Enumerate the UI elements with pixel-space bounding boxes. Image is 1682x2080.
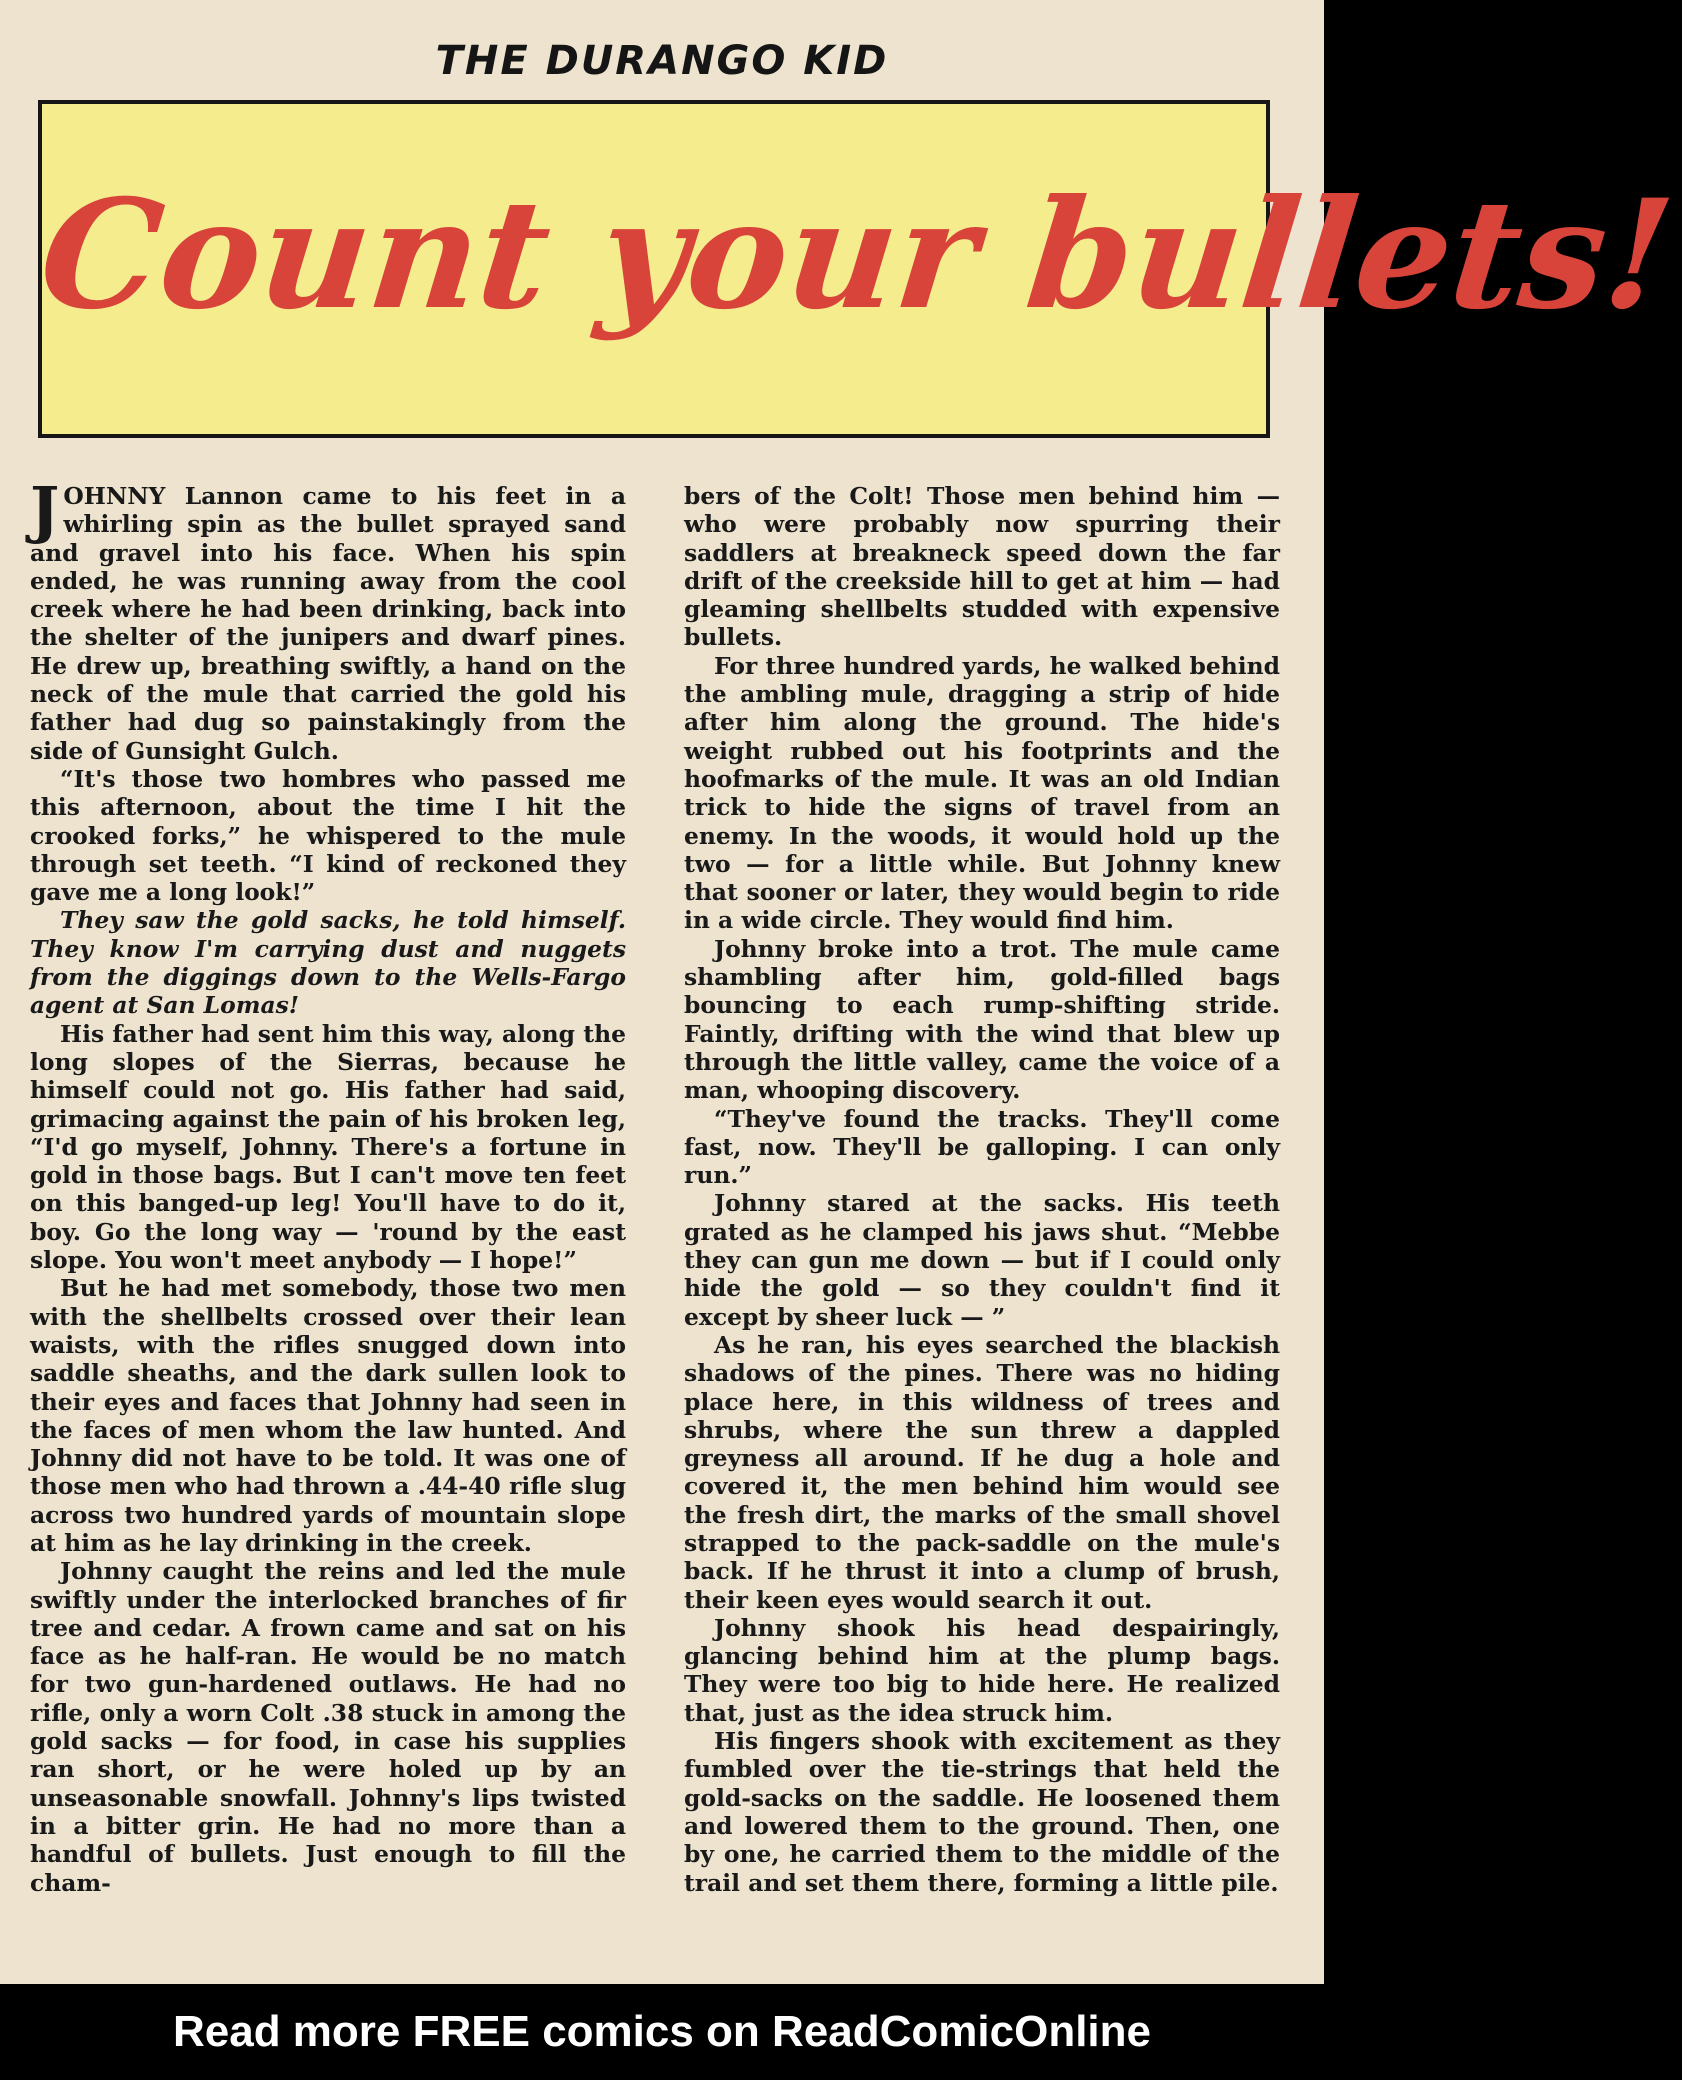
paragraph: Johnny shook his head despairingly, glancing behind him at the plump bags. They were too big to hide here. He realized that, just as the idea struck him.	[684, 1613, 1280, 1727]
paragraph: bers of the Colt! Those men behind him — who were probably now spurring their saddlers at breakneck speed down the far drift of the creekside hill to get at him — had gleaming shellbelts studded with expensive bullets.	[684, 482, 1280, 652]
title-panel	[32, 100, 1681, 438]
story-title: Count your bullets!	[32, 167, 1681, 343]
paragraph: Johnny broke into a trot. The mule came shambling after him, gold-filled bags bouncing to each rump-shifting stride. Faintly, drifting with the wind that blew up through the little valley, came the voice of a man, whooping discovery.	[684, 934, 1280, 1105]
text-column-right	[684, 482, 1280, 1897]
drop-cap: J	[30, 473, 60, 546]
paragraph: They saw the gold sacks, he told himself. They know I'm carrying dust and nuggets from the diggings down to the Wells-Fargo agent at San Lomas!	[30, 906, 626, 1020]
text-column-left	[30, 473, 626, 1897]
paragraph: As he ran, his eyes searched the blackish shadows of the pines. There was no hiding place here, in this wildness of trees and shrubs, where the sun threw a dappled greyness all around. If he dug a hole and covered it, the men behind him would see the fresh dirt, the marks of the small shovel strapped to the pack-saddle on the mule's back. If he thrust it into a clump of brush, their keen eyes would search it out.	[684, 1330, 1280, 1614]
paragraph: Johnny caught the reins and led the mule swiftly under the interlocked branches of fir tree and cedar. A frown came and sat on his face as he half-ran. He would be no match for two gun-hardened outlaws. He had no rifle, only a worn Colt .38 stuck in among the gold sacks — for food, in case his supplies ran short, or he were holed up by an unseasonable snowfall. Johnny's lips twisted in a bitter grin. He had no more than a handful of bullets. Just enough to fill the cham-	[30, 1557, 626, 1897]
promo-banner[interactable]	[0, 1984, 1324, 2080]
paragraph: For three hundred yards, he walked behind the ambling mule, dragging a strip of hide after him along the ground. The hide's weight rubbed out his footprints and the hoofmarks of the mule. It was an old Indian trick to hide the signs of travel from an enemy. In the woods, it would hold up the two — for a little while. But Johnny knew that sooner or later, they would begin to ride in a wide circle. They would find him.	[684, 651, 1280, 935]
paragraph: His fingers shook with excitement as they fumbled over the tie-strings that held the gold-sacks on the saddle. He loosened them and lowered them to the ground. Then, one by one, he carried them to the middle of the trail and set them there, forming a little pile.	[684, 1727, 1280, 1897]
running-title: THE DURANGO KID	[435, 38, 889, 84]
promo-banner-text[interactable]: Read more FREE comics on ReadComicOnline	[172, 2007, 1151, 2056]
paragraph: “It's those two hombres who passed me this afternoon, about the time I hit the crooked forks,” he whispered to the mule through set teeth. “I kind of reckoned they gave me a long look!”	[30, 764, 626, 907]
paragraph: “They've found the tracks. They'll come fast, now. They'll be galloping. I can only run.”	[684, 1104, 1280, 1190]
paragraph: His father had sent him this way, along the long slopes of the Sierras, because he himself could not go. His father had said, grimacing against the pain of his broken leg, “I'd go myself, Johnny. There's a fortune in gold in those bags. But I can't move ten feet on this banged-up leg! You'll have to do it, boy. Go the long way — 'round by the east slope. You won't meet anybody — I hope!”	[30, 1019, 626, 1275]
paragraph: Johnny stared at the sacks. His teeth grated as he clamped his jaws shut. “Mebbe they can gun me down — but if I could only hide the gold — so they couldn't find it except by sheer luck — ”	[684, 1189, 1280, 1331]
paragraph: But he had met somebody, those two men with the shellbelts crossed over their lean waists, with the rifles snugged down into saddle sheaths, and the dark sullen look to their eyes and faces that Johnny had seen in the faces of men whom the law hunted. And Johnny did not have to be told. It was one of those men who had thrown a .44-40 rifle slug across two hundred yards of mountain slope at him as he lay drinking in the creek.	[30, 1274, 626, 1557]
paragraph: JOHNNY Lannon came to his feet in a whirling spin as the bullet sprayed sand and gravel into his face. When his spin ended, he was running away from the cool creek where he had been drinking, back into the shelter of the junipers and dwarf pines. He drew up, breathing swiftly, a hand on the neck of the mule that carried the gold his father had dug so painstakingly from the side of Gunsight Gulch.	[30, 473, 626, 765]
